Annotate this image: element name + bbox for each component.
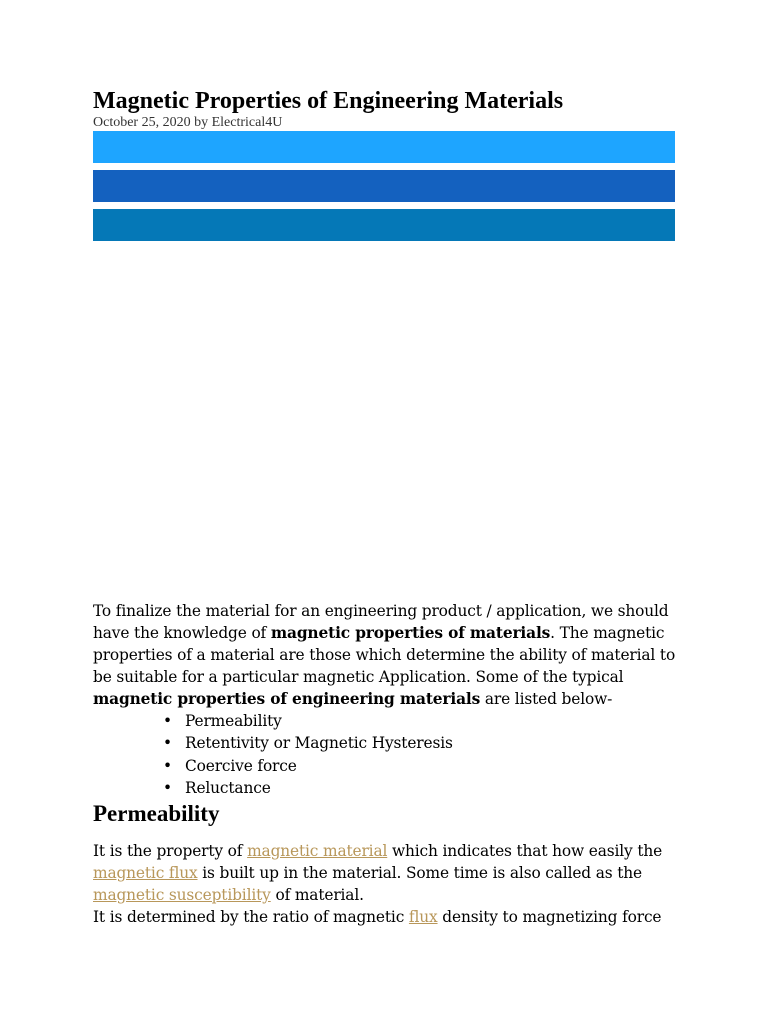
bullet-icon: •: [163, 756, 172, 775]
article-meta: October 25, 2020 by Electrical4U: [93, 115, 283, 130]
list-item-label: Permeability: [185, 712, 282, 730]
list-item: [163, 777, 453, 799]
intro-bold-2: magnetic properties of engineering materials: [93, 690, 481, 708]
share-bar-1[interactable]: [93, 131, 675, 163]
intro-text-2: . The magnetic properties of a material are those which determine the ability of material to be suitable for a particular magnetic Application. Some of the typical: [93, 624, 676, 686]
list-item: [163, 710, 453, 732]
intro-text-3: are listed below-: [480, 690, 613, 708]
list-item-label: Reluctance: [185, 778, 271, 797]
text-line: [93, 840, 683, 862]
link-magnetic-flux[interactable]: magnetic flux: [93, 864, 198, 882]
link-flux[interactable]: flux: [408, 908, 438, 926]
link-magnetic-material[interactable]: magnetic material: [247, 842, 388, 860]
share-bar-3[interactable]: [93, 209, 675, 241]
body-text: It is determined by the ratio of magnetic: [93, 908, 409, 926]
intro-bold-1: magnetic properties of materials: [270, 624, 551, 642]
section-heading-permeability: Permeability: [93, 801, 220, 826]
list-item: [163, 755, 453, 777]
intro-paragraph: [93, 600, 683, 710]
permeability-paragraph: [93, 840, 683, 928]
bullet-icon: •: [163, 734, 172, 753]
list-item-label: Coercive force: [185, 756, 297, 775]
text-line: [93, 884, 683, 906]
intro-text-1: To finalize the material for an engineering product / application, we should have the knowledge of: [93, 602, 669, 642]
body-text: of material.: [270, 886, 364, 904]
body-text: It is the property of: [93, 842, 248, 860]
text-line: [93, 906, 683, 928]
body-text: is built up in the material. Some time is also called as the: [197, 864, 643, 882]
bullet-icon: •: [163, 778, 172, 797]
share-bar-2[interactable]: [93, 170, 675, 202]
page-title: Magnetic Properties of Engineering Materials: [93, 88, 564, 114]
list-item: [163, 732, 453, 754]
list-item-label: Retentivity or Magnetic Hysteresis: [185, 734, 453, 753]
link-magnetic-susceptibility[interactable]: magnetic susceptibility: [93, 886, 271, 904]
body-text: density to magnetizing force: [437, 908, 662, 926]
bullet-icon: •: [163, 712, 172, 730]
body-text: which indicates that how easily the: [387, 842, 663, 860]
properties-list: [163, 710, 453, 799]
text-line: [93, 862, 683, 884]
